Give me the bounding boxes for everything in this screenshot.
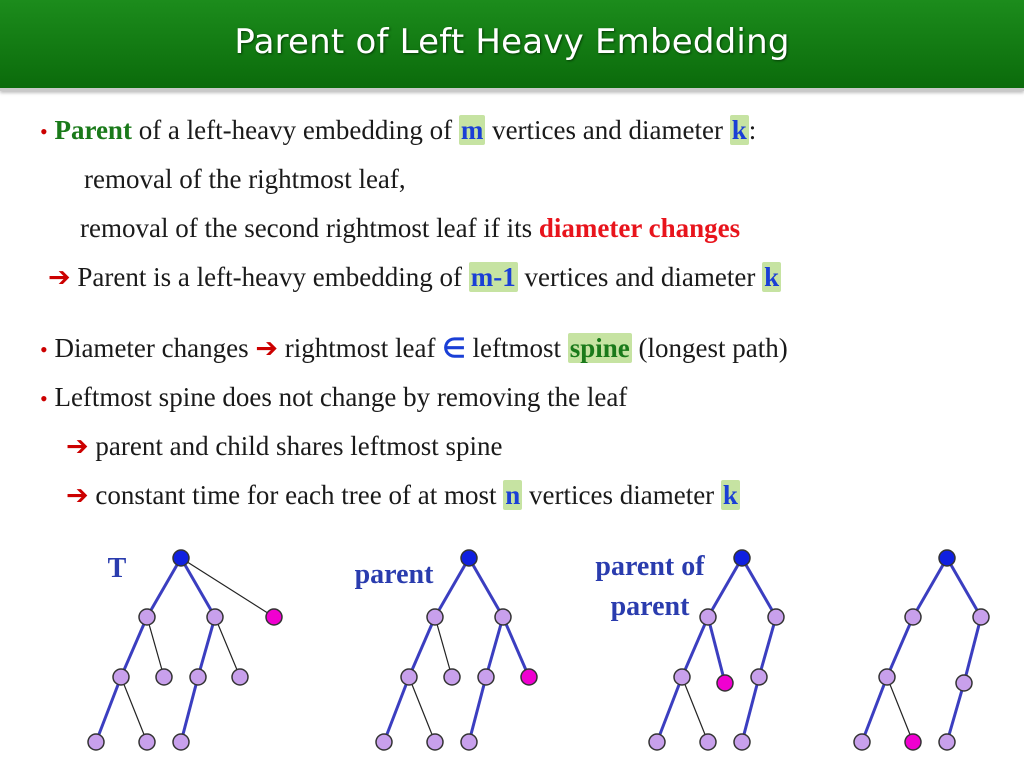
tree-edge xyxy=(947,558,981,617)
line4-text-a: Parent is a left-heavy embedding of xyxy=(70,262,469,292)
tree-root-node xyxy=(939,550,955,566)
line5-text-d: (longest path) xyxy=(631,333,788,363)
arrow-line-8 xyxy=(66,478,740,512)
tree-node xyxy=(139,734,155,750)
tree-edge xyxy=(147,617,164,677)
tree-node xyxy=(427,609,443,625)
tree-node xyxy=(768,609,784,625)
line3-text: removal of the second rightmost leaf if its xyxy=(80,213,539,243)
var-k: k xyxy=(764,262,780,292)
tree-highlight-node xyxy=(521,669,537,685)
tree-root-node xyxy=(734,550,750,566)
var-k: k xyxy=(731,115,747,145)
tree-node xyxy=(905,609,921,625)
tree-edge xyxy=(742,677,759,742)
tree-edge xyxy=(121,677,147,742)
tree-edge xyxy=(759,617,776,677)
var-m: m xyxy=(460,115,484,145)
tree-edge xyxy=(503,617,529,677)
line8-text-a: constant time for each tree of at most xyxy=(88,480,504,510)
tree-edge xyxy=(181,558,274,617)
tree-node xyxy=(190,669,206,685)
tree-edge xyxy=(657,677,682,742)
tree-node xyxy=(879,669,895,685)
title-bar xyxy=(0,0,1024,91)
tree-edge xyxy=(964,617,981,683)
arrow-icon: ➔ xyxy=(66,431,89,461)
tree-node xyxy=(674,669,690,685)
tree-edge xyxy=(96,677,121,742)
tree-edge xyxy=(682,617,708,677)
var-m-minus-1: m-1 xyxy=(470,262,516,292)
tree-edge xyxy=(181,677,198,742)
tree-edge xyxy=(708,558,742,617)
tree-label-parent-of-parent-line1: parent of xyxy=(595,551,705,582)
tree-node xyxy=(973,609,989,625)
line1-colon: : xyxy=(748,115,757,145)
tree-node xyxy=(734,734,750,750)
sub-line-3 xyxy=(80,211,740,245)
tree-node xyxy=(156,669,172,685)
tree-edge xyxy=(947,683,964,742)
tree-node xyxy=(939,734,955,750)
line8-text-b: vertices diameter xyxy=(522,480,721,510)
tree-edge xyxy=(384,677,409,742)
tree-edges xyxy=(96,558,981,742)
tree-edge xyxy=(121,617,147,677)
tree-edge xyxy=(862,677,887,742)
tree-node xyxy=(956,675,972,691)
diameter-changes-emphasis: diameter changes xyxy=(538,213,741,243)
tree-node xyxy=(700,609,716,625)
spine-term: spine xyxy=(569,333,630,363)
line7-text: parent and child shares leftmost spine xyxy=(88,431,503,461)
tree-node xyxy=(232,669,248,685)
tree-edge xyxy=(409,677,435,742)
line5-text-b: rightmost leaf xyxy=(277,333,443,363)
tree-node xyxy=(139,609,155,625)
tree-label-parent: parent xyxy=(354,559,434,590)
tree-node xyxy=(173,734,189,750)
tree-edge xyxy=(181,558,215,617)
tree-edge xyxy=(913,558,947,617)
tree-node xyxy=(700,734,716,750)
bullet-line-5 xyxy=(40,331,788,367)
tree-root-node xyxy=(461,550,477,566)
line5-text-a: Diameter changes xyxy=(54,333,256,363)
tree-edge xyxy=(409,617,435,677)
element-of-icon: ∈ xyxy=(442,333,466,363)
tree-highlight-node xyxy=(717,675,733,691)
tree-label-parent-of-parent-line2: parent xyxy=(610,591,690,622)
tree-node xyxy=(854,734,870,750)
var-k: k xyxy=(722,480,738,510)
tree-node xyxy=(401,669,417,685)
arrow-line-7 xyxy=(66,429,503,463)
tree-highlight-node xyxy=(905,734,921,750)
tree-edge xyxy=(198,617,215,677)
arrow-icon: ➔ xyxy=(66,480,89,510)
bullet-icon: • xyxy=(40,337,48,362)
tree-edge xyxy=(742,558,776,617)
line1-text-a: of a left-heavy embedding of xyxy=(131,115,459,145)
tree-edge xyxy=(147,558,181,617)
arrow-icon: ➔ xyxy=(48,262,71,292)
slide-title: Parent of Left Heavy Embedding xyxy=(234,22,790,62)
sub-line-2: removal of the rightmost leaf, xyxy=(84,164,406,194)
tree-edge xyxy=(887,617,913,677)
tree-edge xyxy=(486,617,503,677)
tree-edge xyxy=(469,677,486,742)
var-n: n xyxy=(505,480,521,510)
arrow-icon: ➔ xyxy=(255,333,278,363)
bullet-line-1 xyxy=(40,113,756,149)
line1-text-b: vertices and diameter xyxy=(485,115,730,145)
tree-node xyxy=(461,734,477,750)
tree-nodes xyxy=(88,550,989,750)
tree-node xyxy=(376,734,392,750)
tree-node xyxy=(207,609,223,625)
parent-term: Parent xyxy=(54,115,132,145)
line4-text-b: vertices and diameter xyxy=(517,262,763,292)
tree-edge xyxy=(435,617,452,677)
tree-node xyxy=(495,609,511,625)
tree-diagrams xyxy=(0,540,1024,768)
tree-node xyxy=(88,734,104,750)
tree-edge xyxy=(435,558,469,617)
bullet-icon: • xyxy=(40,386,48,411)
tree-edge xyxy=(708,617,725,683)
tree-node xyxy=(113,669,129,685)
tree-label-t: T xyxy=(107,553,127,584)
bullet-line-6 xyxy=(40,380,627,416)
tree-root-node xyxy=(173,550,189,566)
tree-node xyxy=(444,669,460,685)
line6-text: Leftmost spine does not change by removing the leaf xyxy=(54,382,628,412)
tree-node xyxy=(751,669,767,685)
tree-edge xyxy=(215,617,240,677)
tree-edge xyxy=(469,558,503,617)
tree-node xyxy=(478,669,494,685)
tree-highlight-node xyxy=(266,609,282,625)
tree-node xyxy=(649,734,665,750)
arrow-line-4 xyxy=(48,260,781,294)
line5-text-c: leftmost xyxy=(465,333,568,363)
tree-edge xyxy=(887,677,913,742)
tree-edge xyxy=(682,677,708,742)
tree-node xyxy=(427,734,443,750)
bullet-icon: • xyxy=(40,119,48,144)
